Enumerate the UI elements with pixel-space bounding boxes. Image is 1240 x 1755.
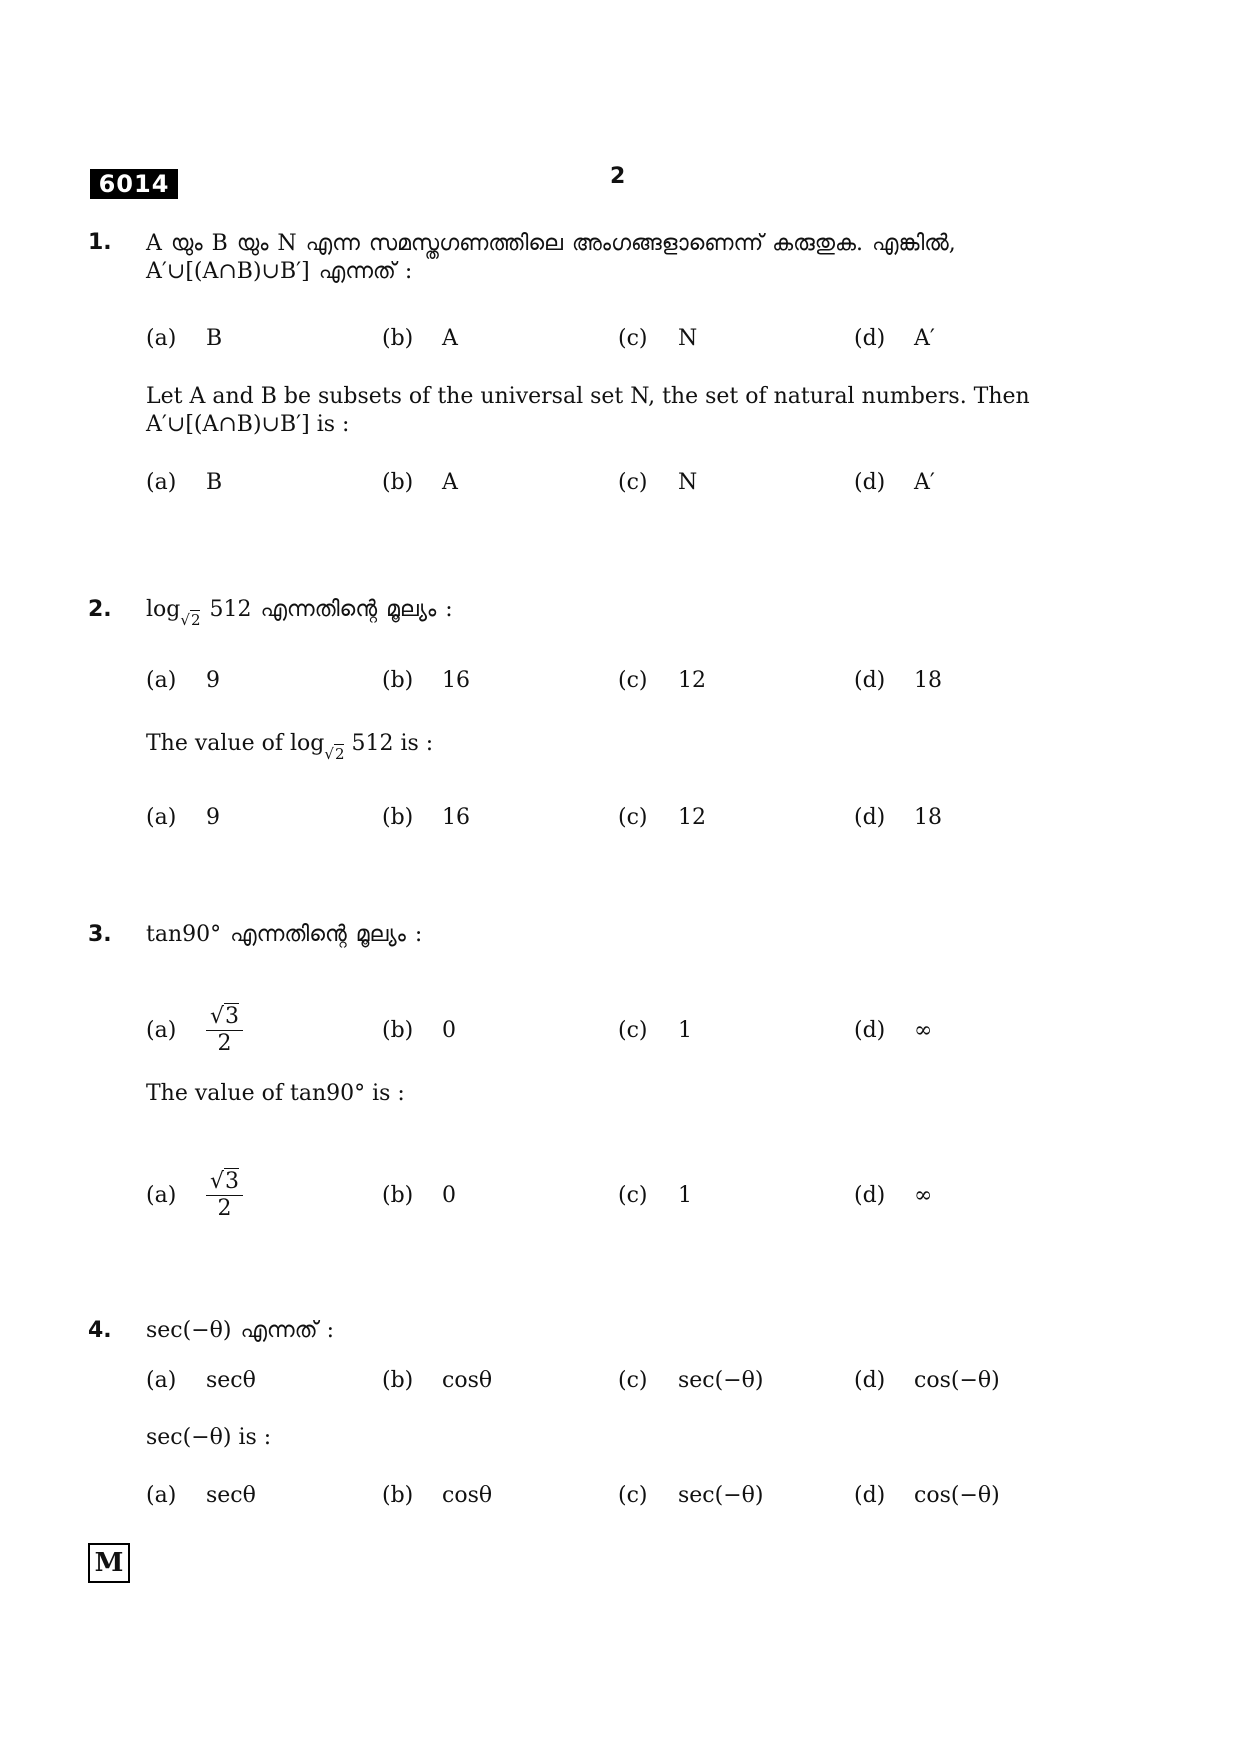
option-c bbox=[618, 462, 697, 502]
option-d bbox=[854, 318, 935, 358]
option-a bbox=[146, 462, 222, 502]
option-d bbox=[854, 660, 942, 700]
question-3-stem-ml: tan90° എന്നതിന്റെ മൂല്യം : bbox=[146, 922, 423, 947]
option-label: (c) bbox=[618, 804, 648, 830]
option-value: 18 bbox=[914, 804, 942, 830]
option-value: cosθ bbox=[442, 1367, 493, 1393]
option-label: (b) bbox=[382, 469, 414, 495]
option-c bbox=[618, 318, 697, 358]
option-a bbox=[146, 1475, 256, 1515]
option-value: A′ bbox=[914, 325, 935, 351]
option-label: (c) bbox=[618, 325, 648, 351]
option-label: (c) bbox=[618, 667, 648, 693]
question-3-stem-en: The value of tan90° is : bbox=[146, 1081, 405, 1106]
log-base: √2 bbox=[324, 745, 345, 763]
option-value: ∞ bbox=[914, 1182, 933, 1208]
option-d bbox=[854, 1475, 1000, 1515]
question-2-stem-ml-suffix: 512 എന്നതിന്റെ മൂല്യം : bbox=[200, 597, 453, 622]
option-value: 1 bbox=[678, 1182, 692, 1208]
option-d bbox=[854, 797, 942, 837]
option-b bbox=[382, 660, 470, 700]
question-1-stem-ml bbox=[146, 230, 1094, 286]
question-4-options-ml bbox=[146, 1360, 1094, 1400]
option-label: (a) bbox=[146, 1182, 177, 1208]
question-2-stem-en-suffix: 512 is : bbox=[344, 731, 434, 756]
question-2-stem-ml bbox=[146, 596, 1094, 629]
option-value: sec(−θ) bbox=[678, 1367, 764, 1393]
option-value: ∞ bbox=[914, 1017, 933, 1043]
question-1-stem-ml-line1: A യും B യും N എന്ന സമസ്തഗണത്തിലെ അംഗങ്ങളാണെന്ന് കരുതുക. എങ്കിൽ, bbox=[146, 231, 956, 256]
option-value: 12 bbox=[678, 804, 706, 830]
option-value: 16 bbox=[442, 667, 470, 693]
option-value: N bbox=[678, 469, 698, 495]
question-3-options-ml bbox=[146, 1000, 1094, 1060]
question-2-stem-en bbox=[146, 730, 1094, 763]
question-4-stem-ml: sec(−θ) എന്നത് : bbox=[146, 1318, 335, 1343]
option-label: (b) bbox=[382, 1367, 414, 1393]
option-value: secθ bbox=[206, 1367, 256, 1393]
question-1-options-en bbox=[146, 462, 1094, 502]
option-value: 12 bbox=[678, 667, 706, 693]
log-base: √2 bbox=[180, 611, 201, 629]
fraction-root3-over-2: $\frac{√3}{2}$ bbox=[206, 1004, 243, 1057]
option-label: (a) bbox=[146, 1017, 177, 1043]
option-c bbox=[618, 1475, 763, 1515]
option-label: (b) bbox=[382, 1017, 414, 1043]
option-value: A bbox=[442, 469, 458, 495]
option-value: 9 bbox=[206, 804, 220, 830]
option-d bbox=[854, 1165, 932, 1225]
option-a bbox=[146, 1000, 243, 1060]
question-4-number: 4. bbox=[88, 1318, 112, 1343]
option-label: (d) bbox=[854, 1482, 886, 1508]
option-d bbox=[854, 462, 935, 502]
option-label: (b) bbox=[382, 804, 414, 830]
option-label: (d) bbox=[854, 1367, 886, 1393]
option-b bbox=[382, 1165, 456, 1225]
option-label: (a) bbox=[146, 667, 177, 693]
option-label: (c) bbox=[618, 1367, 648, 1393]
question-1-options-ml bbox=[146, 318, 1094, 358]
option-label: (c) bbox=[618, 1482, 648, 1508]
option-value: N bbox=[678, 325, 698, 351]
option-label: (a) bbox=[146, 1482, 177, 1508]
log-text: log bbox=[146, 597, 181, 622]
question-1-stem-en-line1: Let A and B be subsets of the universal set N, the set of natural numbers. Then bbox=[146, 384, 1030, 409]
option-value: sec(−θ) bbox=[678, 1482, 764, 1508]
option-value: B bbox=[206, 469, 223, 495]
option-label: (d) bbox=[854, 325, 886, 351]
question-1-stem-en-line2: A′∪[(A∩B)∪B′] is : bbox=[146, 412, 350, 437]
option-a bbox=[146, 797, 220, 837]
option-a bbox=[146, 1360, 256, 1400]
question-1-stem-ml-line2: A′∪[(A∩B)∪B′] എന്നത് : bbox=[146, 259, 413, 284]
option-label: (b) bbox=[382, 1482, 414, 1508]
option-value: secθ bbox=[206, 1482, 256, 1508]
page-number: 2 bbox=[610, 164, 626, 189]
option-value: A′ bbox=[914, 469, 935, 495]
question-4-options-en bbox=[146, 1475, 1094, 1515]
option-value: A bbox=[442, 325, 458, 351]
option-label: (b) bbox=[382, 325, 414, 351]
page-marker: M bbox=[88, 1543, 130, 1583]
option-c bbox=[618, 1360, 763, 1400]
option-c bbox=[618, 660, 706, 700]
option-b bbox=[382, 1360, 492, 1400]
option-label: (b) bbox=[382, 1182, 414, 1208]
option-label: (c) bbox=[618, 469, 648, 495]
option-c bbox=[618, 1165, 692, 1225]
option-a bbox=[146, 1165, 243, 1225]
option-label: (d) bbox=[854, 667, 886, 693]
option-label: (b) bbox=[382, 667, 414, 693]
option-label: (c) bbox=[618, 1182, 648, 1208]
question-4-stem-en: sec(−θ) is : bbox=[146, 1425, 272, 1450]
option-b bbox=[382, 797, 470, 837]
option-label: (d) bbox=[854, 469, 886, 495]
fraction-root3-over-2: $\frac{√3}{2}$ bbox=[206, 1169, 243, 1222]
option-value: 1 bbox=[678, 1017, 692, 1043]
option-label: (d) bbox=[854, 804, 886, 830]
option-c bbox=[618, 797, 706, 837]
option-b bbox=[382, 1475, 492, 1515]
option-d bbox=[854, 1360, 1000, 1400]
option-c bbox=[618, 1000, 692, 1060]
option-value: 9 bbox=[206, 667, 220, 693]
question-1-number: 1. bbox=[88, 230, 112, 255]
question-3-number: 3. bbox=[88, 922, 112, 947]
question-2-stem-en-prefix: The value of log bbox=[146, 731, 325, 756]
option-value: 18 bbox=[914, 667, 942, 693]
option-value: B bbox=[206, 325, 223, 351]
option-b bbox=[382, 1000, 456, 1060]
option-value: 0 bbox=[442, 1017, 456, 1043]
option-b bbox=[382, 462, 458, 502]
paper-code: 6014 bbox=[90, 169, 178, 199]
option-b bbox=[382, 318, 458, 358]
question-2-options-ml bbox=[146, 660, 1094, 700]
option-label: (d) bbox=[854, 1017, 886, 1043]
option-value: 0 bbox=[442, 1182, 456, 1208]
option-label: (a) bbox=[146, 1367, 177, 1393]
question-3-options-en bbox=[146, 1165, 1094, 1225]
option-label: (a) bbox=[146, 469, 177, 495]
option-value: cos(−θ) bbox=[914, 1367, 1000, 1393]
option-label: (a) bbox=[146, 804, 177, 830]
option-d bbox=[854, 1000, 932, 1060]
question-1-stem-en bbox=[146, 383, 1094, 439]
option-a bbox=[146, 318, 222, 358]
option-label: (d) bbox=[854, 1182, 886, 1208]
option-value: cos(−θ) bbox=[914, 1482, 1000, 1508]
question-2-options-en bbox=[146, 797, 1094, 837]
option-label: (a) bbox=[146, 325, 177, 351]
option-label: (c) bbox=[618, 1017, 648, 1043]
option-value: 16 bbox=[442, 804, 470, 830]
option-value: cosθ bbox=[442, 1482, 493, 1508]
question-2-number: 2. bbox=[88, 597, 112, 622]
option-a bbox=[146, 660, 220, 700]
